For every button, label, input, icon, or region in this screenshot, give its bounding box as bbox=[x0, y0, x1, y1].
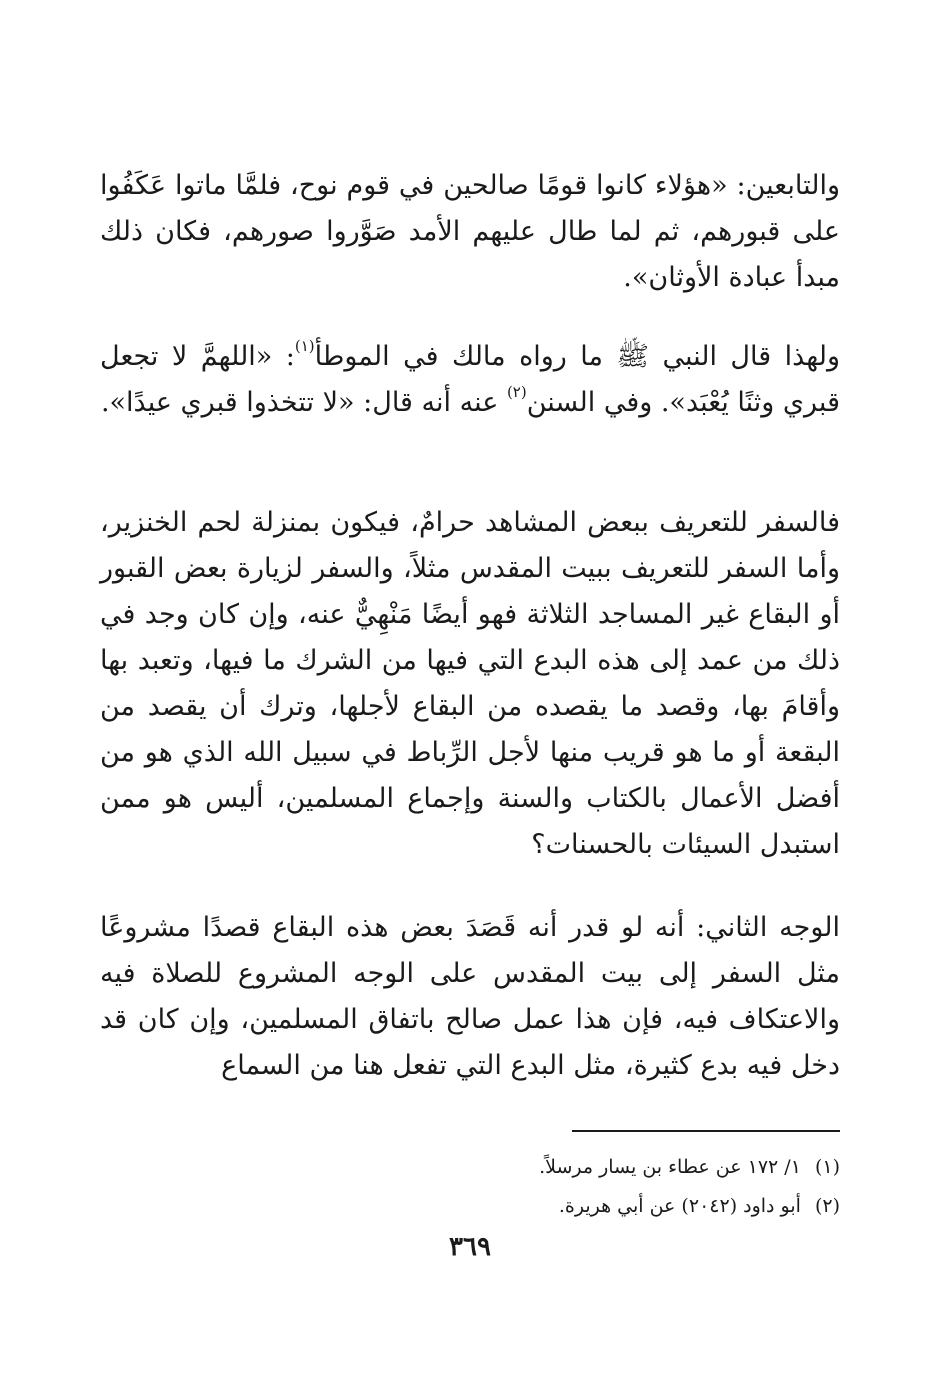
footnote-1-text: ١/ ١٧٢ عن عطاء بن يسار مرسلاً. bbox=[539, 1156, 801, 1178]
footnote-2 bbox=[100, 1192, 840, 1220]
footnote-1 bbox=[100, 1153, 840, 1181]
footnote-reference-1: (١) bbox=[294, 337, 315, 355]
body-paragraph-3 bbox=[100, 500, 840, 868]
paragraph-1-text: والتابعين: «هؤلاء كانوا قومًا صالحين في قوم نوح، فلمَّا ماتوا عَكَفُوا على قبورهم، ثم لما طال عليهم الأمد صَوَّروا صورهم، فكان ذلك مبدأ عبادة الأوثان». bbox=[100, 170, 840, 293]
footnote-1-marker: (١) bbox=[814, 1156, 840, 1178]
paragraph-2-text-a: ولهذا قال النبي ﷺ ما رواه مالك في الموطأ bbox=[314, 341, 840, 372]
body-paragraph-4 bbox=[100, 905, 840, 1089]
footnote-2-text: أبو داود (٢٠٤٢) عن أبي هريرة. bbox=[558, 1195, 801, 1217]
paragraph-2-text-b: : «اللهمَّ لا تجعل قبري وثنًا يُعْبَد». وفي السنن bbox=[100, 341, 840, 418]
paragraph-2-text-c: عنه أنه قال: «لا تتخذوا قبري عيدًا». bbox=[100, 387, 507, 418]
paragraph-4-text: الوجه الثاني: أنه لو قدر أنه قَصَدَ بعض هذه البقاع قصدًا مشروعًا مثل السفر إلى بيت المقدس على الوجه المشروع للصلاة فيه والاعتكاف فيه، فإن هذا عمل صالح باتفاق المسلمين، وإن كان قد دخل فيه بدع كثيرة، مثل البدع التي تفعل هنا من السماع bbox=[100, 912, 840, 1081]
paragraph-3-text: فالسفر للتعريف ببعض المشاهد حرامٌ، فيكون بمنزلة لحم الخنزير، وأما السفر للتعريف ببيت المقدس مثلاً، والسفر لزيارة بعض القبور أو البقاع غير المساجد الثلاثة فهو أيضًا مَنْهِيٌّ عنه، وإن كان وجد في ذلك من عمد إلى هذه البدع التي فيها من الشرك ما فيها، وتعبد بها وأقامَ بها، وقصد ما يقصده من البقاع لأجلها، وترك أن يقصد من البقعة أو ما هو قريب منها لأجل الرِّباط في سبيل الله الذي هو من أفضل الأعمال بالكتاب والسنة وإجماع المسلمين، أليس هو ممن استبدل السيئات بالحسنات؟ bbox=[100, 507, 840, 860]
footnote-divider bbox=[572, 1130, 840, 1132]
footnote-2-marker: (٢) bbox=[814, 1195, 840, 1217]
book-page bbox=[100, 0, 840, 1397]
body-paragraph-1 bbox=[100, 163, 840, 301]
page-number: ٣٦٩ bbox=[449, 1232, 491, 1262]
footnote-reference-2: (٢) bbox=[506, 383, 527, 401]
body-paragraph-2 bbox=[100, 334, 840, 426]
